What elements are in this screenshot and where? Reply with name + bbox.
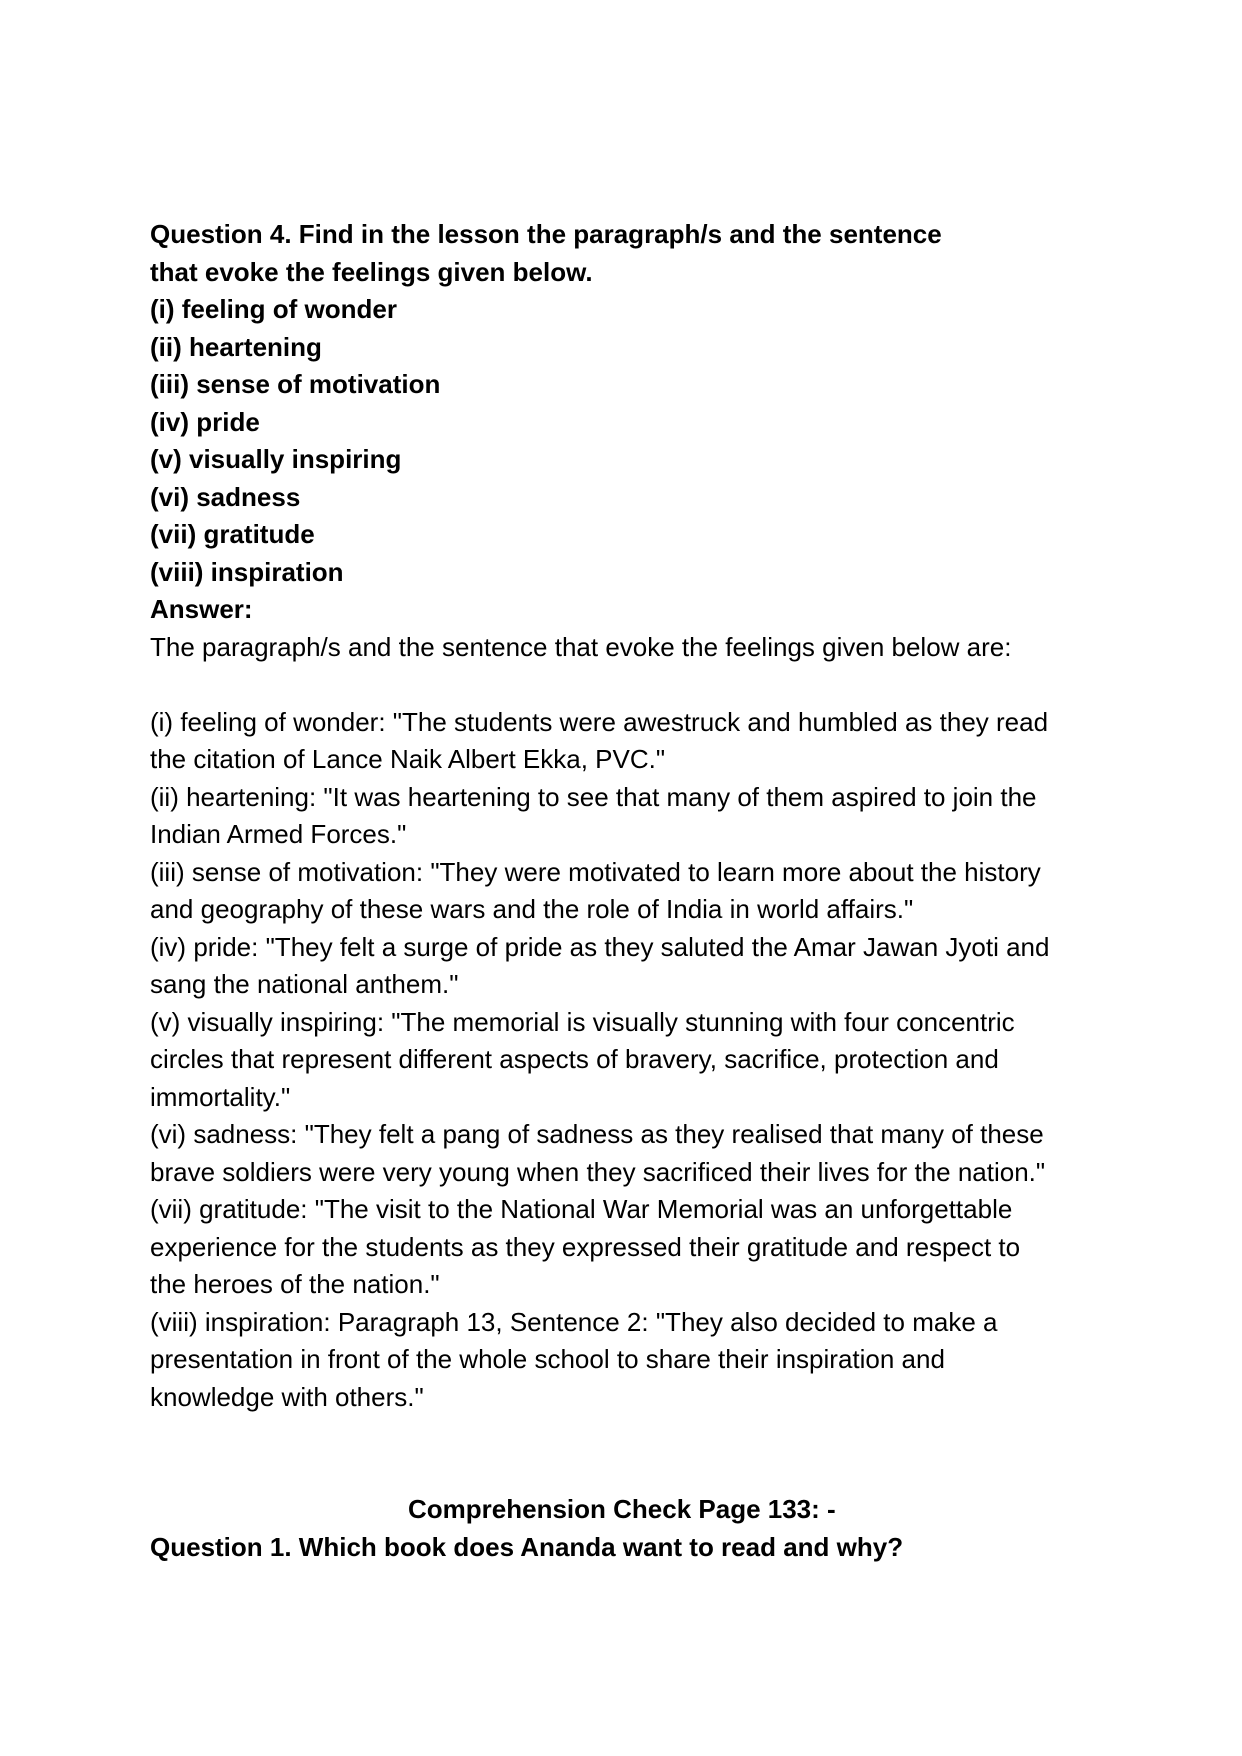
blank-line	[150, 1454, 1110, 1492]
answer-line: knowledge with others."	[150, 1381, 424, 1412]
answer-line: experience for the students as they expressed their gratitude and respect to	[150, 1231, 1021, 1262]
question-4-title-line: Question 4. Find in the lesson the paragraph/s and the sentence	[150, 219, 942, 249]
answer-item	[150, 779, 1110, 854]
question-4-title	[150, 216, 1110, 291]
document-page	[150, 216, 1110, 1566]
answer-line: (iii) sense of motivation: "They were motivated to learn more about the history	[150, 856, 1041, 887]
question-item: (viii) inspiration	[150, 556, 344, 587]
answer-label: Answer:	[150, 594, 253, 624]
answer-list	[150, 704, 1110, 1417]
answer-item	[150, 1004, 1110, 1117]
answer-item	[150, 1191, 1110, 1304]
answer-line: circles that represent different aspects of bravery, sacrifice, protection and	[150, 1044, 999, 1074]
question-item: (vi) sadness	[150, 481, 301, 512]
answer-line: and geography of these wars and the role of India in world affairs."	[150, 894, 914, 924]
comprehension-question-1: Question 1. Which book does Ananda want to read and why?	[150, 1531, 904, 1562]
question-4-title-line: that evoke the feelings given below.	[150, 256, 593, 287]
question-item: (vii) gratitude	[150, 519, 315, 549]
answer-line: sang the national anthem."	[150, 969, 459, 999]
answer-line: (viii) inspiration: Paragraph 13, Sentence 2: "They also decided to make a	[150, 1306, 998, 1337]
question-item: (v) visually inspiring	[150, 444, 402, 474]
question-4-items	[150, 291, 1110, 591]
section-heading: Comprehension Check Page 133: -	[408, 1494, 836, 1524]
answer-item	[150, 1304, 1110, 1417]
blank-line	[150, 666, 1110, 704]
answer-line: (vii) gratitude: "The visit to the National War Memorial was an unforgettable	[150, 1194, 1013, 1224]
question-item: (ii) heartening	[150, 331, 322, 362]
answer-item	[150, 704, 1110, 779]
answer-line: the citation of Lance Naik Albert Ekka, PVC."	[150, 744, 666, 774]
answer-item	[150, 929, 1110, 1004]
answer-line: (i) feeling of wonder: "The students were awestruck and humbled as they read	[150, 706, 1049, 737]
question-item: (iv) pride	[150, 406, 260, 437]
answer-line: Indian Armed Forces."	[150, 819, 407, 849]
answer-item	[150, 854, 1110, 929]
answer-line: presentation in front of the whole school to share their inspiration and	[150, 1344, 945, 1374]
answer-line: (ii) heartening: "It was heartening to see that many of them aspired to join the	[150, 781, 1037, 812]
answer-line: brave soldiers were very young when they sacrificed their lives for the nation."	[150, 1156, 1046, 1187]
answer-item	[150, 1116, 1110, 1191]
answer-line: (iv) pride: "They felt a surge of pride as they saluted the Amar Jawan Jyoti and	[150, 931, 1050, 962]
question-item: (iii) sense of motivation	[150, 369, 441, 399]
answer-line: the heroes of the nation."	[150, 1269, 440, 1299]
answer-intro: The paragraph/s and the sentence that evoke the feelings given below are:	[150, 631, 1012, 662]
answer-line: immortality."	[150, 1081, 291, 1112]
answer-line: (v) visually inspiring: "The memorial is visually stunning with four concentric	[150, 1006, 1015, 1037]
question-item: (i) feeling of wonder	[150, 294, 397, 324]
answer-line: (vi) sadness: "They felt a pang of sadness as they realised that many of these	[150, 1119, 1044, 1149]
blank-line	[150, 1416, 1110, 1454]
